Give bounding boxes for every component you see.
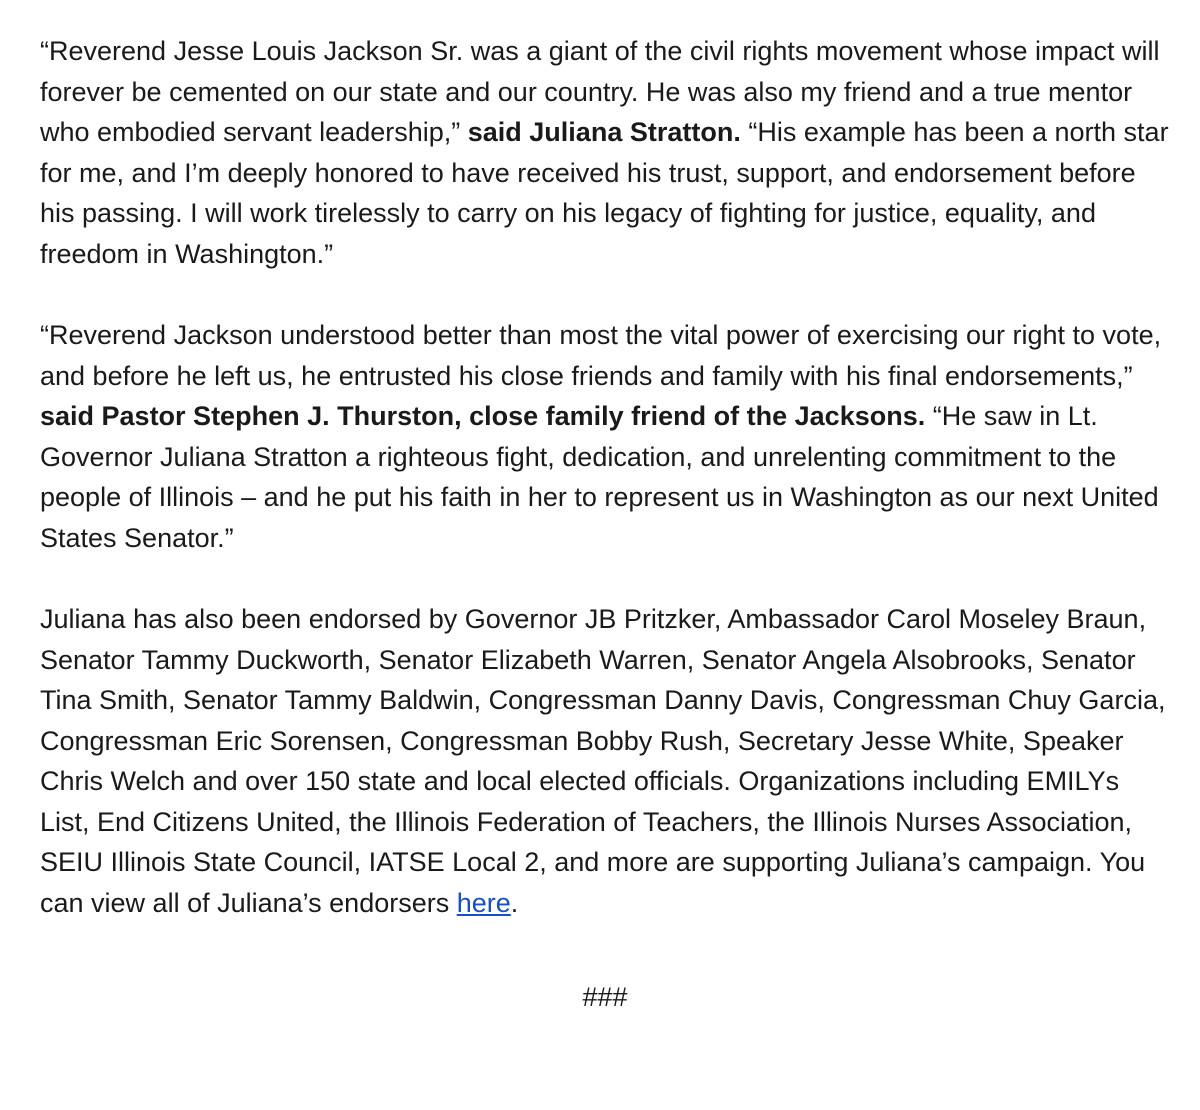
stratton-quote-part-2: “His example has been a north star for me, and I’m deeply honored to have received his trust, support, and endorsement before his passing. I will work tirelessly to carry on his legacy of fighting for justice, equality, and freedom in Washington.” bbox=[40, 117, 1169, 269]
stratton-quote-paragraph bbox=[40, 31, 1170, 274]
thurston-attribution: said Pastor Stephen J. Thurston, close family friend of the Jacksons. bbox=[40, 401, 926, 431]
endorsers-link[interactable]: here bbox=[456, 887, 511, 918]
endorsements-text: Juliana has also been endorsed by Governor JB Pritzker, Ambassador Carol Moseley Braun, Senator Tammy Duckworth, Senator Elizabeth Warren, Senator Angela Alsobrooks, Senator Tina Smith, Senator Tammy Baldwin, Congressman Danny Davis, Congressman Chuy Garcia, Congressman Eric Sorensen, Congressman Bobby Rush, Secretary Jesse White, Speaker Chris Welch and over 150 state and local elected officials. Organizations including EMILYs List, End Citizens United, the Illinois Federation of Teachers, the Illinois Nurses Association, SEIU Illinois State Council, IATSE Local 2, and more are supporting Juliana’s campaign. You can view all of Juliana’s endorsers bbox=[40, 604, 1166, 918]
endorsements-trailing-period: . bbox=[510, 887, 519, 918]
thurston-quote-part-1: “Reverend Jackson understood better than most the vital power of exercising our right to vote, and before he left us, he entrusted his close friends and family with his final endorsements,” bbox=[40, 320, 1162, 391]
endorsements-paragraph bbox=[40, 599, 1170, 923]
press-release-body bbox=[40, 31, 1170, 1018]
stratton-quote-part-1: “Reverend Jesse Louis Jackson Sr. was a giant of the civil rights movement whose impact will forever be cemented on our state and our country. He was also my friend and a true mentor who embodied servant leadership,” bbox=[40, 36, 1160, 147]
end-of-release-mark: ### bbox=[582, 982, 628, 1012]
thurston-quote-part-2: “He saw in Lt. Governor Juliana Stratton a righteous fight, dedication, and unrelenting commitment to the people of Illinois – and he put his faith in her to represent us in Washington as our next United States Senator.” bbox=[40, 401, 1159, 553]
thurston-quote-paragraph bbox=[40, 315, 1170, 558]
stratton-attribution: said Juliana Stratton. bbox=[467, 117, 741, 147]
